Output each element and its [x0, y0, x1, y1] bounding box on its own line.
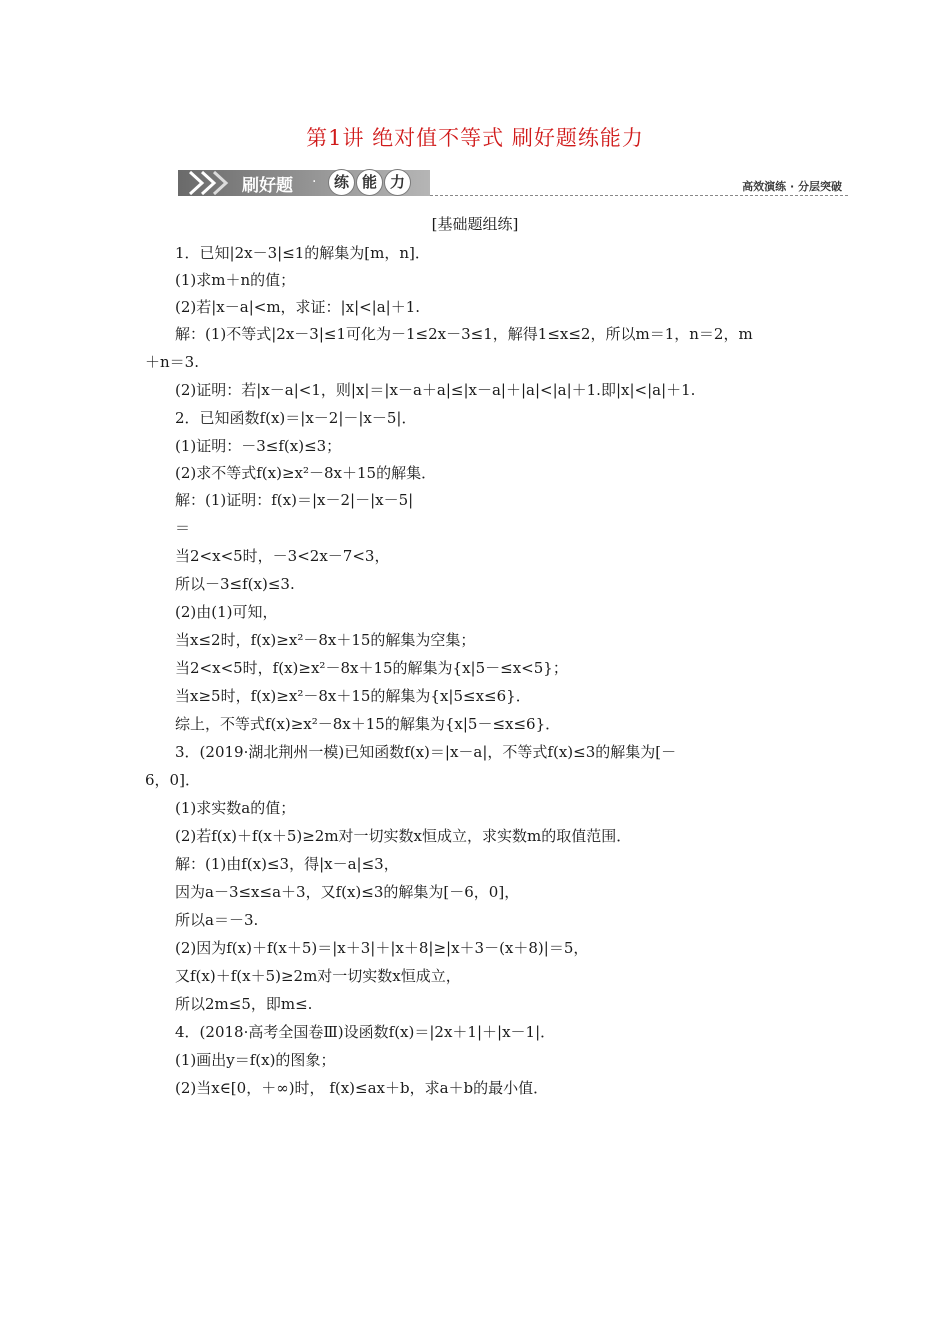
- text-line: 2．已知函数f(x)＝|x－2|－|x－5|．: [175, 409, 417, 427]
- banner-divider: [430, 195, 848, 196]
- text-line: 当x≥5时，f(x)≥x²－8x＋15的解集为{x|5≤x≤6}．: [175, 687, 531, 705]
- text-line: (1)画出y＝f(x)的图象；: [175, 1051, 336, 1069]
- text-line: (2)证明：若|x－a|<1，则|x|＝|x－a＋a|≤|x－a|＋|a|<|a|＋1.即|x|<|a|＋1.: [175, 381, 696, 399]
- text-line: (2)当x∈[0，＋∞)时， f(x)≤ax＋b，求a＋b的最小值．: [175, 1079, 549, 1097]
- text-line: (2)若|x－a|<m，求证：|x|<|a|＋1.: [175, 298, 421, 316]
- text-line: 解：(1)不等式|2x－3|≤1可化为－1≤2x－3≤1，解得1≤x≤2，所以m＝1，n＝2，m: [175, 325, 753, 343]
- text-line: 又f(x)＋f(x＋5)≥2m对一切实数x恒成立，: [175, 967, 461, 985]
- banner-label: 刷好题: [242, 176, 293, 196]
- chevron-right-icon: [186, 170, 236, 196]
- text-line: 当2<x<5时，－3<2x－7<3，: [175, 547, 390, 565]
- text-line: ＝: [175, 519, 191, 537]
- text-line: 当x≤2时，f(x)≥x²－8x＋15的解集为空集；: [175, 631, 476, 649]
- text-line: 当2<x<5时，f(x)≥x²－8x＋15的解集为{x|5－≤x<5}；: [175, 659, 568, 677]
- banner-dot: ·: [312, 174, 317, 190]
- banner-circle: 练: [328, 169, 355, 196]
- section-heading: [基础题组练]: [431, 215, 519, 233]
- section-banner: [178, 168, 848, 198]
- page-title: 第1讲 绝对值不等式 刷好题练能力: [306, 126, 644, 150]
- text-line: 1．已知|2x－3|≤1的解集为[m，n]．: [175, 244, 430, 262]
- text-line: 解：(1)由f(x)≤3，得|x－a|≤3，: [175, 855, 399, 873]
- text-line: 解：(1)证明：f(x)＝|x－2|－|x－5|: [175, 491, 414, 509]
- text-line: (2)由(1)可知，: [175, 603, 278, 621]
- banner-circle-group: [328, 169, 411, 196]
- text-line: 因为a－3≤x≤a＋3，又f(x)≤3的解集为[－6，0]，: [175, 883, 520, 901]
- text-line: (1)求m＋n的值；: [175, 271, 296, 289]
- text-line: 4．(2018·高考全国卷Ⅲ)设函数f(x)＝|2x＋1|＋|x－1|．: [175, 1023, 556, 1041]
- banner-circle: 能: [356, 169, 383, 196]
- text-line: 所以a＝－3.: [175, 911, 259, 929]
- banner-tagline: 高效演练 · 分层突破: [742, 180, 842, 193]
- text-line: 3．(2019·湖北荆州一模)已知函数f(x)＝|x－a|，不等式f(x)≤3的解集为[－: [175, 743, 677, 761]
- banner-circle: 力: [384, 169, 411, 196]
- text-line: (2)因为f(x)＋f(x＋5)＝|x＋3|＋|x＋8|≥|x＋3－(x＋8)|＝5，: [175, 939, 589, 957]
- text-line: 所以－3≤f(x)≤3.: [175, 575, 295, 593]
- text-line: ＋n＝3.: [145, 353, 199, 371]
- text-line: 6，0]．: [145, 771, 200, 789]
- text-line: (1)证明：－3≤f(x)≤3；: [175, 437, 342, 455]
- text-line: 综上，不等式f(x)≥x²－8x＋15的解集为{x|5－≤x≤6}．: [175, 715, 561, 733]
- text-line: 所以2m≤5，即m≤.: [175, 995, 313, 1013]
- text-line: (2)若f(x)＋f(x＋5)≥2m对一切实数x恒成立，求实数m的取值范围．: [175, 827, 632, 845]
- text-line: (2)求不等式f(x)≥x²－8x＋15的解集．: [175, 464, 437, 482]
- text-line: (1)求实数a的值；: [175, 799, 296, 817]
